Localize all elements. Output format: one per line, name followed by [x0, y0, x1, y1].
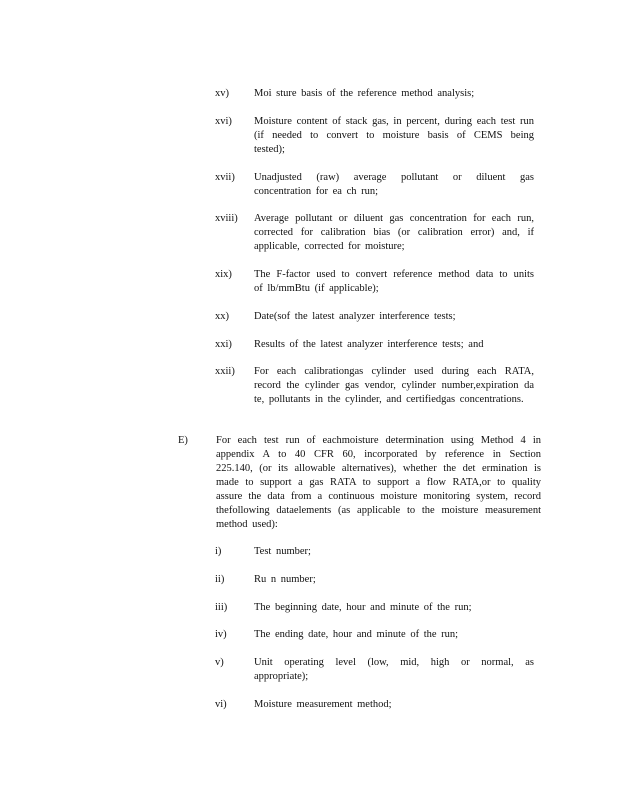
item-text: The F-factor used to convert reference method data to units of lb/mmBtu (if applicable); [254, 269, 534, 294]
item-text: The beginning date, hour and minute of the run; [254, 602, 472, 613]
item-number: xix) [215, 269, 232, 280]
item-number: v) [215, 657, 224, 668]
item-number: xvii) [215, 172, 235, 183]
item-text: Average pollutant or diluent gas concentration for each run, corrected for calibration bias (or calibration error) and, if applicable, corrected for moisture; [254, 213, 534, 252]
item-text: Results of the latest analyzer interference tests; and [254, 339, 484, 350]
item-text: Unit operating level (low, mid, high or normal, as appropriate); [254, 657, 534, 682]
item-number: xxii) [215, 366, 235, 377]
item-number: iii) [215, 602, 228, 613]
item-number: xx) [215, 311, 229, 322]
item-text: Test number; [254, 546, 311, 557]
section-letter: E) [178, 435, 188, 446]
section-text: For each test run of eachmoisture determination using Method 4 in appendix A to 40 CFR 60, incorporated by reference in Section 225.140, (or its allowable alternatives), whether the det ermination is made to support a gas RATA to support a flow RATA,or to quality assure the data from a continuous moisture monitoring system, record thefollowing dataelements (as applicable to the moisture measurement method used): [216, 435, 541, 530]
item-number: xxi) [215, 339, 232, 350]
item-number: vi) [215, 699, 227, 710]
item-number: xvi) [215, 116, 232, 127]
item-text: Ru n number; [254, 574, 316, 585]
item-number: ii) [215, 574, 225, 585]
item-text: Date(sof the latest analyzer interference tests; [254, 311, 456, 322]
item-text: For each calibrationgas cylinder used during each RATA, record the cylinder gas vendor, cylinder number,expiration da te, pollutants in the cylinder, and certifiedgas concentrations. [254, 366, 534, 405]
item-number: iv) [215, 629, 227, 640]
item-number: xviii) [215, 213, 238, 224]
item-text: Moisture content of stack gas, in percent, during each test run (if needed to convert to moisture basis of CEMS being tested); [254, 116, 534, 155]
item-text: Moisture measurement method; [254, 699, 392, 710]
item-number: xv) [215, 88, 229, 99]
item-number: i) [215, 546, 222, 557]
item-text: The ending date, hour and minute of the run; [254, 629, 459, 640]
item-text: Moi sture basis of the reference method analysis; [254, 88, 475, 99]
item-text: Unadjusted (raw) average pollutant or diluent gas concentration for ea ch run; [254, 172, 534, 197]
